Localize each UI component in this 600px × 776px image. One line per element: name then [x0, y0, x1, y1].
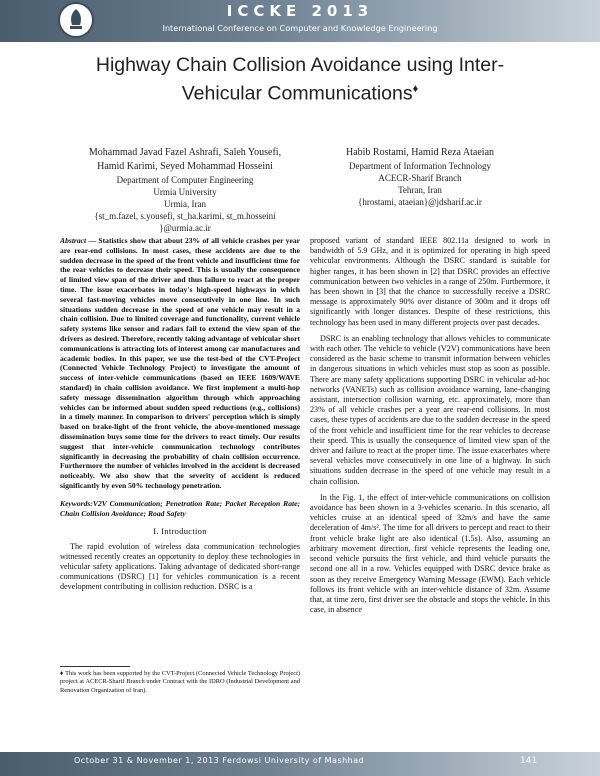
author-location: Urmia, Iran [164, 199, 206, 209]
author-email-right: {hrostami, ataeian}@jdsharif.ac.ir [358, 197, 482, 207]
author-department: Department of Computer Engineering [116, 175, 254, 185]
abstract [60, 236, 300, 491]
author-location-right: Tehran, Iran [398, 185, 442, 195]
page-number: 141 [520, 756, 538, 766]
right-column [310, 236, 550, 621]
author-department-right: Department of Information Technology [349, 161, 491, 171]
author-names-right: Habib Rostami, Hamid Reza Ataeian [345, 147, 495, 158]
footnote-divider [60, 666, 130, 667]
keywords: Keywords:V2V Communication; Penetration Rate; Packet Reception Rate; Chain Collision Avoidance; Road Safety [60, 498, 300, 518]
author-university: Urmia University [153, 187, 217, 197]
right-paragraph-2: DSRC is an enabling technology that allows vehicles to communicate with each other. The vehicle to vehicle (V2V) communications have been considered as the basic scheme to transmit information between vehicles in dangerous situations in which vehicles must stop as soon as possible. There are many safety applications supporting DSRC in vehicular ad-hoc networks (VANETs) such as collision avoidance warning, lane-changing assistant, intersection collision warning, etc. approximately, more than 23% of all vehicle crashes per a year are rear-end collisions. In most cases, these types of accidents are due to the sudden decrease in the speed of the front vehicle and insufficient time for the rear vehicles to decrease their speed. This is usually the consequence of limited view span of the driver and failure to react at the proper time. The issue exacerbates where several vehicles move consecutively in one line of a highway. In such situations sudden decrease in the speed of one vehicle may result in a chain collision. [310, 333, 550, 486]
author-block-right [325, 146, 515, 208]
footnote: ♦ This work has been supported by the CVT-Project (Connected Vehicle Technology Project) project at ACECR-Sharif Branch under Contract with the IDRO (Industrial Development and Renovation Organization of Iran). [60, 670, 300, 694]
author-block-left [60, 146, 310, 234]
right-paragraph-3: In the Fig. 1, the effect of inter-vehicle communications on collision avoidance has been shown in a 3-vehicles scenario. In this scenario, all vehicles cruise at an identical speed of 32m/s and have the same deceleration of 4m/s². The time for all drivers to percept and react to their front vehicle brake light are also identical (1.5s). Also, assuming an arbitrary movement direction, first vehicle represents the leading one, second vehicle pursuits the first vehicle, and third vehicle pursuits the second one all in a row. Vehicles equipped with DSRC device brake as soon as they receive Emergency Warning Message (EWM). Each vehicle follows its front vehicle with an inter-vehicle distance of 32m. Assume that, at time zero, first driver see the obstacle and stops the vehicle. In this case, in absence [310, 492, 550, 615]
paper-title [60, 53, 540, 106]
author-email-line2: }@urmia.ac.ir [159, 223, 211, 233]
left-column [60, 236, 300, 599]
author-names-line1: Mohammad Javad Fazel Ashrafi, Saleh Yousefi, [88, 147, 282, 158]
author-email-line1: {st_m.fazel, s.yousefi, st_ha.karimi, st_m.hosseini [94, 211, 276, 221]
abstract-text: — Statistics show that about 23% of all vehicle crashes per year are rear-end collisions. In most cases, these accidents are due to the sudden decrease in the speed of the front vehicle and insufficient time for the rear vehicles to decrease their speed. This is usually the consequence of limited view span of the driver and thus failure to react at the proper time. The issue exacerbates in today's high-speed highways in which several fast-moving vehicles move consecutively in one line. In such situations sudden decrease in the speed of one vehicle may result in a chain collision. Due to limited coverage and functionality, current vehicle safety systems like sensor and radars fail to extend the view span of the drivers as desired. Therefore, recently taking advantage of vehicular short communications is attracting lots of interest among car manufactures and academic bodies. In this paper, we use the test-bed of the CVT-Project (Connected Vehicle Technology Project) to investigate the amount of success of inter-vehicle communications (based on IEEE 1609/WAVE standard) in chain collision avoidance. We first implement a multi-hop safety message dissemination algorithm through which approaching vehicles can be informed about sudden speed reductions (e.g., collisions) in a timely manner. In comparison to drivers' perception which is simply based on brake-light of the front vehicle, the above-mentioned message dissemination buys some time for the drivers to react timely. Our results suggest that inter-vehicle communication technology contributes significantly in decreasing the probability of chain collision occurrence. Furthermore the number of vehicles involved in the accident is decreased noticeably. We also show that the severity of accident is reduced significantly by even 50% technology penetration. [60, 236, 300, 490]
conference-short-name: ICCKE 2013 [226, 2, 374, 20]
abstract-label: Abstract [60, 236, 87, 245]
conference-full-name: International Conference on Computer and Knowledge Engineering [162, 23, 438, 33]
right-paragraph-1: proposed variant of standard IEEE 802.11a designed to work in bandwidth of 5.9 GHz, and it is optimized for operating in high speed vehicular environments. Although the DSRC standard is suitable for higher ranges, it has been shown in [2] that DSRC provides an effective communication between two vehicles in a range of 250m. Furthermore, it has been shown in [3] that the chance to successfully receive a DSRC message is approximately 90% over distance of 300m and it drops off significantly with longer distances. Despite of these restrictions, this technology has been used in many different projects over past decades. [310, 236, 550, 327]
paper-title-text: Highway Chain Collision Avoidance using Inter-Vehicular Communications [95, 54, 505, 105]
section-heading-introduction: I. Introduction [153, 526, 207, 537]
author-names-line2: Hamid Karimi, Seyed Mohammad Hosseini [97, 161, 273, 172]
title-footnote-mark: ♦ [412, 83, 419, 95]
footer-date-venue: October 31 & November 1, 2013 Ferdowsi University of Mashhad [74, 756, 365, 765]
author-branch-right: ACECR-Sharif Branch [378, 173, 462, 183]
introduction-paragraph: The rapid evolution of wireless data communication technologies witnessed recently creates an opportunity to deploy these technologies in vehicular safety applications. Taking advantage of dedicated short-range communications (DSRC) [1] for vehicles communication is a recent development contributing in collision reduction. DSRC is a [60, 541, 300, 592]
